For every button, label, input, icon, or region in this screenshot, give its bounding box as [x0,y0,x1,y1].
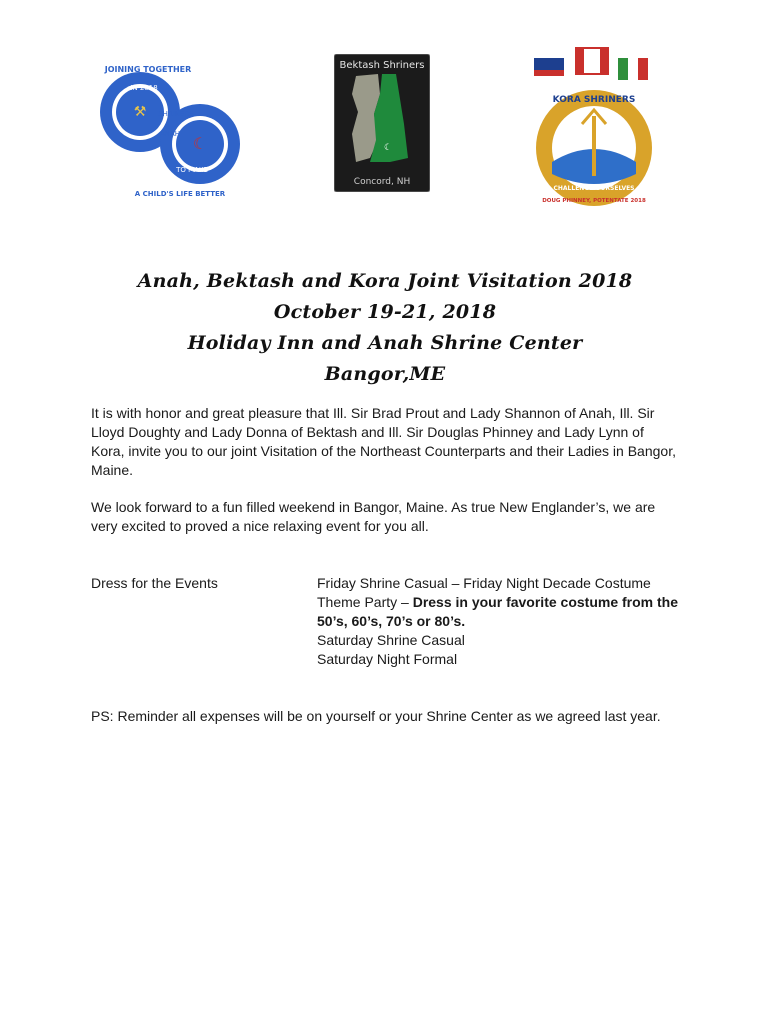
ps-note: PS: Reminder all expenses will be on yourself or your Shrine Center as we agreed last year. [91,708,661,724]
anah-year: IN 2018 [130,84,158,92]
scimitar-emblem-icon: ☾ [192,134,208,153]
kora-shriners-logo [530,44,658,210]
mexico-flag-icon [618,58,628,80]
anah-ring-top: JOINING TOGETHER [104,65,192,74]
dress-decades: 50’s, 60’s, 70’s or 80’s. [317,613,466,629]
anah-to-make-text: TO MAKE [176,166,208,174]
masonic-emblem-icon: ⚒ [133,104,147,120]
invitation-paragraph: It is with honor and great pleasure that Ill. Sir Brad Prout and Lady Shannon of Anah, Ill. Sir Lloyd Doughty and Lady Donna of Bektash and Ill. Sir Douglas Phinney and Lady Lynn of Kora, invite you to our joint Visitation of the Northeast Counterparts and their Ladies in Bangor, Maine. [91,405,676,478]
kora-ring-top: KORA SHRINERS [552,95,636,105]
anah-ring-bottom: A CHILD'S LIFE BETTER [134,190,226,198]
dress-label: Dress for the Events [91,575,218,591]
bektash-caption: Concord, NH [353,177,411,187]
dress-saturday-formal: Saturday Night Formal [317,651,458,667]
bektash-shriners-logo [334,54,430,192]
bektash-title: Bektash Shriners [339,60,425,71]
event-venue: Holiday Inn and Anah Shrine Center [187,332,583,354]
event-title-block [0,266,770,390]
dress-theme-party [317,593,687,612]
event-city: Bangor,ME [324,363,446,385]
dress-theme-party-bold: Dress in your favorite costume from the [412,594,678,610]
anah-name-text: ANAH [159,130,181,138]
welcome-paragraph: We look forward to a fun filled weekend in Bangor, Maine. As true New Englander’s, we are very excited to proved a nice relaxing event for you all. [91,499,656,534]
dress-saturday-casual: Saturday Shrine Casual [317,632,465,648]
dress-code-list [317,574,687,669]
dress-friday-casual: Friday Shrine Casual – Friday Night Decade Costume [317,575,651,591]
kora-motto: CHALLENGE OURSELVES [553,185,635,192]
event-dates: October 19-21, 2018 [273,301,497,323]
bektash-emblem-icon: ☾ [383,143,393,153]
anah-shriners-logo [96,54,244,202]
kora-potentate: DOUG PHINNEY, POTENTATE 2018 [542,198,646,204]
dress-theme-party-prefix: Theme Party – [317,594,413,610]
anah-shriners-text: SHRINERS [158,110,194,118]
event-title: Anah, Bektash and Kora Joint Visitation 2018 [137,270,633,292]
